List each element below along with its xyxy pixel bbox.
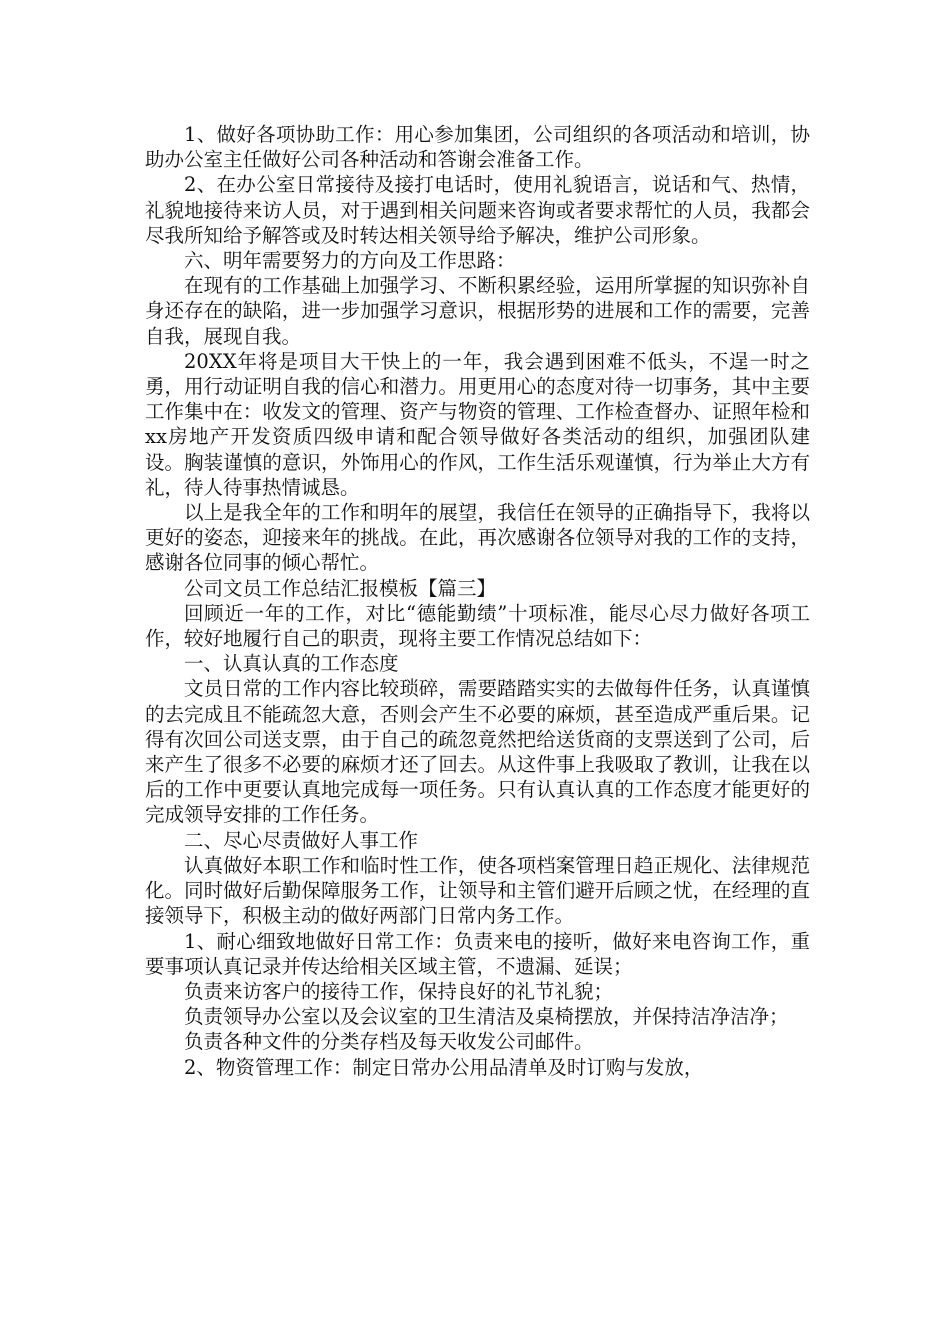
paragraph-13: 2、物资管理工作：制定日常办公用品清单及时订购与发放， <box>184 1055 704 1079</box>
paragraph-4: 20XX年将是项目大干快上的一年，我会遇到困难不低头，不逞一时之勇，用行动证明自我的信心和潜力。用更用心的态度对待一切事务，其中主要工作集中在：收发文的管理、资产与物资的管理、工作检查督办、证照年检和xx房地产开发资质四级申请和配合领导做好各类活动的组织，加强团队建设。胸装谨慎的意识，外饰用心的作风，工作生活乐观谨慎，行为举止大方有礼，待人待事热情诚恳。 <box>145 349 810 499</box>
section-heading-1: 一、认真认真的工作态度 <box>184 652 399 676</box>
paragraph-10: 负责来访客户的接待工作，保持良好的礼节礼貌； <box>184 979 614 1003</box>
section-heading-6: 六、明年需要努力的方向及工作思路： <box>184 249 516 273</box>
section-heading-2: 二、尽心尽责做好人事工作 <box>184 828 419 852</box>
paragraph-6: 回顾近一年的工作，对比“德能勤绩”十项标准，能尽心尽力做好各项工作，较好地履行自己的职责，现将主要工作情况总结如下： <box>145 601 810 651</box>
paragraph-12: 负责各种文件的分类存档及每天收发公司邮件。 <box>184 1030 594 1054</box>
paragraph-3: 在现有的工作基础上加强学习、不断积累经验，运用所掌握的知识弥补自身还存在的缺陷，进一步加强学习意识，根据形势的进展和工作的需要，完善自我，展现自我。 <box>145 274 810 348</box>
paragraph-9: 1、耐心细致地做好日常工作：负责来电的接听，做好来电咨询工作，重要事项认真记录并传达给相关区域主管，不遗漏、延误； <box>145 929 810 978</box>
document-body <box>145 122 810 1080</box>
paragraph-1: 1、做好各项协助工作：用心参加集团，公司组织的各项活动和培训，协助办公室主任做好公司各种活动和答谢会准备工作。 <box>145 123 810 172</box>
article-title: 公司文员工作总结汇报模板【篇三】 <box>184 576 497 600</box>
paragraph-2: 2、在办公室日常接待及接打电话时，使用礼貌语言，说话和气、热情，礼貌地接待来访人员，对于遇到相关问题来咨询或者要求帮忙的人员，我都会尽我所知给予解答或及时转达相关领导给予解决，维护公司形象。 <box>145 173 810 247</box>
paragraph-5: 以上是我全年的工作和明年的展望，我信任在领导的正确指导下，我将以更好的姿态，迎接来年的挑战。在此，再次感谢各位领导对我的工作的支持，感谢各位同事的倾心帮忙。 <box>145 501 810 575</box>
paragraph-8: 认真做好本职工作和临时性工作，使各项档案管理日趋正规化、法律规范化。同时做好后勤保障服务工作，让领导和主管们避开后顾之忧，在经理的直接领导下，积极主动的做好两部门日常内务工作。 <box>145 853 810 928</box>
paragraph-11: 负责领导办公室以及会议室的卫生清洁及桌椅摆放，并保持洁净洁净； <box>184 1005 789 1029</box>
paragraph-7: 文员日常的工作内容比较琐碎，需要踏踏实实的去做每件任务，认真谨慎的去完成且不能疏忽大意，否则会产生不必要的麻烦，甚至造成严重后果。记得有次回公司送支票，由于自己的疏忽竟然把给送货商的支票送到了公司，后来产生了很多不必要的麻烦才还了回去。从这件事上我吸取了教训，让我在以后的工作中更要认真地完成每一项任务。只有认真认真的工作态度才能更好的完成领导安排的工作任务。 <box>145 677 810 827</box>
